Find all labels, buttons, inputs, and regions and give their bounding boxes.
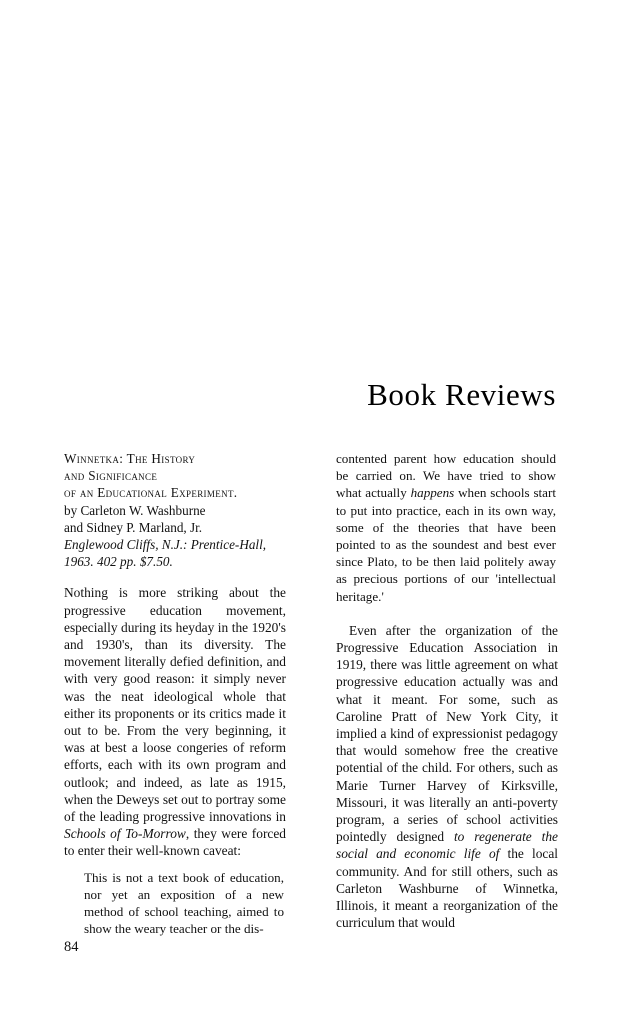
two-column-body xyxy=(64,450,558,937)
block-quotation-part-1 xyxy=(64,869,286,938)
left-column xyxy=(64,450,286,937)
review-paragraph-2-text-a: Even after the organization of the Progressive Education Association in 1919, there was little agreement on what progressive education actually was and what it meant. For some, such as Caroline Pratt of New York City, it implied a kind of expressionist pedagogy that would somehow free the creative potential of the child. For others, such as Marie Turner Harvey of Kirksville, Missouri, it was literally an anti-poverty program, a series of school activities pointedly designed xyxy=(336,622,558,845)
emphasis-regenerate-community: to regenerate the social and economic life of xyxy=(336,829,558,862)
book-citation xyxy=(64,450,286,570)
citation-author-line-1: by Carleton W. Washburne xyxy=(64,502,206,518)
page-title: Book Reviews xyxy=(367,376,556,412)
right-column xyxy=(336,450,558,944)
review-paragraph-1 xyxy=(64,584,286,859)
citation-title-line-3: of an Educational Experiment. xyxy=(64,485,238,501)
block-quotation-text-2b: when schools start to put into practice, each in its own way, some of the theories that have been pointed to as the soundest and best ever since Plato, to be then laid politely away as precious portions of our 'intellectual heritage.' xyxy=(336,485,556,604)
citation-title-line-1: Winnetka: The History xyxy=(64,451,196,466)
block-quotation-part-2 xyxy=(336,450,558,605)
citation-title-line-2: and Significance xyxy=(64,468,158,484)
block-quotation-text-2a: contented parent how education should be carried on. We have tried to show what actually xyxy=(336,451,556,501)
citation-author-line-2: and Sidney P. Marland, Jr. xyxy=(64,519,203,535)
block-quotation-text-2 xyxy=(336,450,556,605)
review-paragraph-1-text-a: Nothing is more striking about the progressive education movement, especially during its heyday in the 1920's and 1930's, than its diversity. The movement literally defied definition, and with very good reason: it simply never was the neat ideological whole that either its proponents or its critics made it out to be. From the very beginning, it was at best a loose congeries of reform efforts, each with its own program and outlook; and indeed, as late as 1915, when the Deweys set out to portray some of the leading progressive innovations in xyxy=(64,585,286,825)
emphasis-happens: happens xyxy=(410,485,455,501)
citation-publication-line-1: Englewood Cliffs, N.J.: Prentice-Hall, xyxy=(64,537,267,553)
block-quotation-text-1: This is not a text book of education, nor yet an exposition of a new method of school teaching, aimed to show the weary teacher or the dis- xyxy=(84,869,284,937)
page-number: 84 xyxy=(64,939,79,955)
review-paragraph-2 xyxy=(336,622,558,932)
citation-publication-line-2: 1963. 402 pp. $7.50. xyxy=(64,554,173,570)
review-paragraph-1-text-b: , they were forced to enter their well-known caveat: xyxy=(64,826,286,859)
review-paragraph-2-text-b: the local community. And for still others, such as Carleton Washburne of Winnetka, Illinois, it meant a reorganization of the curriculum that would xyxy=(336,846,558,931)
book-title-schools-of-tomorrow: Schools of To-Morrow xyxy=(64,826,186,842)
